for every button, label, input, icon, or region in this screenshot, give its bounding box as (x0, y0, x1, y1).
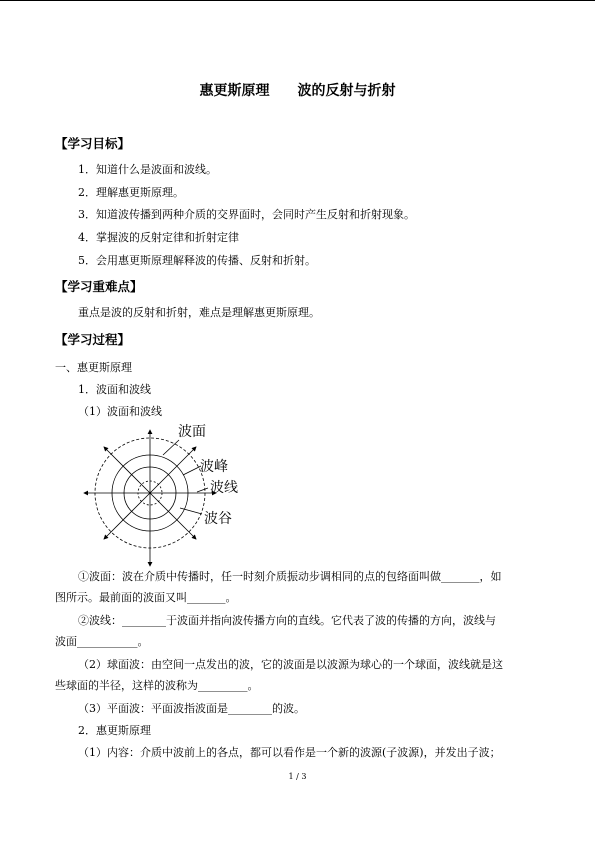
paragraph-line: ①波面：波在介质中传播时，任一时刻介质振动步调相同的点的包络面叫做_______，如 (78, 570, 502, 583)
label-crest: 波峰 (200, 459, 228, 475)
subsection-heading: （1）波面和波线 (78, 405, 162, 418)
subsection-heading: 2．惠更斯原理 (78, 724, 151, 737)
top-rule (0, 0, 595, 1)
goal-item: 5．会用惠更斯原理解释波的传播、反射和折射。 (78, 254, 316, 267)
ray-down-right (150, 493, 196, 539)
paragraph-line: （3）平面波：平面波指波面是________的波。 (78, 702, 305, 715)
goal-item: 3．知道波传播到两种介质的交界面时，会同时产生反射和折射现象。 (78, 208, 415, 221)
paragraph-line: （2）球面波：由空间一点发出的波，它的波面是以波源为球心的一个球面，波线就是这 (78, 658, 503, 671)
key-points-heading: 【学习重难点】 (55, 279, 143, 294)
label-ray: 波线 (210, 480, 238, 496)
label-wave-surface: 波面 (178, 424, 206, 440)
leader-ray (197, 488, 208, 492)
page-title (0, 80, 595, 100)
ray-down-left (104, 493, 150, 539)
wave-diagram (80, 420, 250, 570)
paragraph-line: 波面___________。 (55, 635, 149, 648)
page-number: 1 / 3 (288, 772, 307, 781)
goal-item: 2．理解惠更斯原理。 (78, 186, 184, 199)
goal-item: 4．掌握波的反射定律和折射定律 (78, 231, 239, 244)
leader-crest (183, 466, 201, 475)
ray-up-left (104, 447, 150, 493)
goal-item: 1．知道什么是波面和波线。 (78, 163, 217, 176)
subsection-heading: 1．波面和波线 (78, 383, 151, 396)
goals-heading: 【学习目标】 (55, 136, 131, 151)
section-heading: 一、惠更斯原理 (55, 361, 132, 374)
title-left: 惠更斯原理 (199, 83, 270, 99)
paragraph-line: ②波线：________于波面并指向波传播方向的直线。它代表了波的传播的方向，波线与 (78, 614, 496, 627)
ray-up-right (150, 447, 196, 493)
label-trough: 波谷 (204, 511, 232, 527)
key-points-text: 重点是波的反射和折射，难点是理解惠更斯原理。 (78, 306, 320, 319)
paragraph-line: 图所示。最前面的波面又叫_______。 (55, 591, 237, 604)
title-right: 波的反射与折射 (297, 83, 396, 99)
process-heading: 【学习过程】 (55, 332, 131, 347)
paragraph-line: 些球面的半径，这样的波称为_________。 (55, 679, 259, 692)
paragraph-line: （1）内容：介质中波前上的各点，都可以看作是一个新的波源(子波源)，并发出子波； (78, 746, 501, 759)
